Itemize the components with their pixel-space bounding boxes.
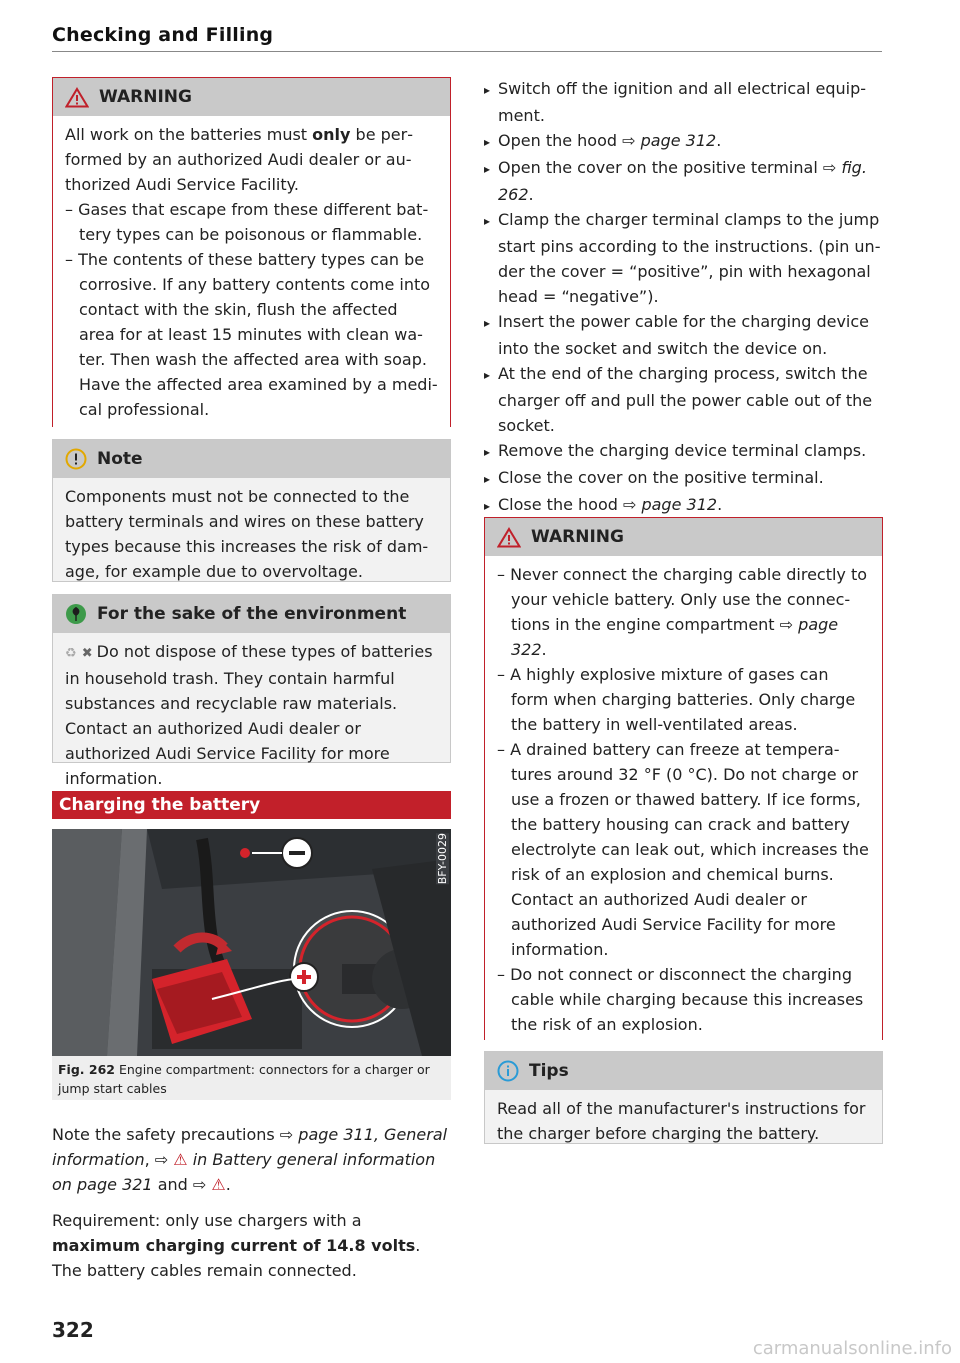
warning-header bbox=[53, 78, 450, 116]
warning-item-text: – Never connect the charging cable directly to your vehicle battery. Only use the connections in the engine compartment bbox=[497, 565, 868, 634]
warning-item-end: . bbox=[541, 640, 547, 659]
step-end: . bbox=[528, 185, 534, 204]
engine-illustration bbox=[52, 829, 451, 1056]
step-text: Open the hood ⇨ bbox=[498, 131, 641, 150]
warning-body bbox=[485, 556, 882, 1045]
step-text: Remove the charging device terminal clamps. bbox=[498, 441, 867, 460]
step-link[interactable]: fig. 262 bbox=[498, 158, 867, 204]
step-end: . bbox=[717, 495, 723, 514]
requirement-bold: maximum charging current of 14.8 volts bbox=[52, 1236, 416, 1255]
safety-text-4: . bbox=[225, 1175, 231, 1194]
exclamation-circle-icon bbox=[65, 448, 87, 470]
step-text: Switch off the ignition and all electrical equipment. bbox=[498, 79, 866, 125]
step-item bbox=[484, 438, 883, 465]
step-end: . bbox=[716, 131, 722, 150]
warning-para-bold: only bbox=[312, 125, 351, 144]
environment-box bbox=[52, 594, 451, 788]
note-header bbox=[53, 440, 450, 478]
warning-header bbox=[485, 518, 882, 556]
safety-link-general[interactable]: page 311, General information bbox=[52, 1125, 448, 1169]
warning-triangle-icon[interactable]: ⚠ bbox=[211, 1175, 226, 1194]
figure-label: Fig. 262 bbox=[58, 1062, 115, 1077]
requirement-text: Requirement: only use chargers with a bbox=[52, 1211, 362, 1230]
info-circle-icon bbox=[497, 1060, 519, 1082]
safety-text-3: and ⇨ bbox=[152, 1175, 212, 1194]
tree-leaf-icon bbox=[65, 603, 87, 625]
warning-title: WARNING bbox=[531, 527, 624, 547]
step-item bbox=[484, 128, 883, 155]
warning-item: – A highly explosive mixture of gases can form when charging batteries. Only charge the battery in well-ventilated areas. bbox=[497, 665, 856, 734]
no-trash-bin-icon: ✖ bbox=[81, 646, 93, 661]
step-text: Clamp the charger terminal clamps to the jump start pins according to the instructions. (pin under the cover = “positive”, pin with hexagonal head = “negative”). bbox=[498, 210, 881, 306]
tips-title: Tips bbox=[529, 1061, 569, 1081]
page-number: 322 bbox=[52, 1318, 94, 1342]
recycle-icon: ♻ bbox=[65, 646, 77, 661]
warning-item: – Gases that escape from these different battery types can be poisonous or flammable. bbox=[65, 200, 429, 244]
tips-header bbox=[485, 1052, 882, 1090]
warning-title: WARNING bbox=[99, 87, 192, 107]
warning-para-end: be performed by an authorized Audi dealer or authorized Audi Service Facility. bbox=[65, 125, 413, 194]
environment-title: For the sake of the environment bbox=[97, 604, 407, 624]
safety-text: Note the safety precautions ⇨ bbox=[52, 1125, 299, 1144]
left-column-bottom bbox=[52, 1122, 451, 1283]
step-link[interactable]: page 312 bbox=[640, 131, 717, 150]
warning-item: – Do not connect or disconnect the charging cable while charging because this increases the risk of an explosion. bbox=[497, 965, 864, 1034]
warning-link[interactable]: ⇨ page 322 bbox=[511, 615, 839, 659]
note-box bbox=[52, 439, 451, 582]
step-item bbox=[484, 465, 883, 492]
warning-box bbox=[52, 77, 451, 427]
step-item bbox=[484, 207, 883, 309]
step-text: At the end of the charging process, switch the charger off and pull the power cable out of the socket. bbox=[498, 364, 873, 435]
step-link[interactable]: page 312 bbox=[641, 495, 718, 514]
note-title: Note bbox=[97, 449, 143, 469]
section-title: Charging the battery bbox=[52, 791, 451, 819]
figure-caption bbox=[52, 1056, 451, 1100]
warning-triangle-icon: ⚠ bbox=[173, 1150, 188, 1169]
safety-text-2: , ⇨ bbox=[144, 1150, 174, 1169]
safety-link-battery[interactable]: in Battery general information on page 321 bbox=[52, 1150, 436, 1194]
warning-para-text: All work on the batteries must bbox=[65, 125, 313, 144]
warning-triangle-icon bbox=[65, 87, 89, 108]
environment-text: Do not dispose of these types of batteries in household trash. They contain harmful substances and recyclable raw materials. Contact an authorized Audi dealer or authorized Audi Service Facility for more information. bbox=[65, 642, 433, 788]
warning-triangle-icon bbox=[497, 527, 521, 548]
tips-text: Read all of the manufacturer's instructions for the charger before charging the battery. bbox=[497, 1099, 866, 1143]
page-header-title: Checking and Filling bbox=[52, 24, 274, 46]
requirement-paragraph bbox=[52, 1208, 451, 1283]
warning-item bbox=[497, 562, 870, 662]
engine-compartment-figure bbox=[52, 829, 451, 1056]
warning-item: – A drained battery can freeze at temperatures around 32 °F (0 °C). Do not charge or use a frozen or thawed battery. If ice forms, the battery housing can crack and battery electrolyte can leak out, which increases the risk of an explosion and chemical burns. Contact an authorized Audi dealer or authorized Audi Service Facility for more information. bbox=[497, 740, 869, 959]
right-column bbox=[484, 76, 883, 519]
environment-header bbox=[53, 595, 450, 633]
step-text: Insert the power cable for the charging device into the socket and switch the device on. bbox=[498, 312, 869, 358]
left-column bbox=[52, 77, 451, 819]
warning-box-right bbox=[484, 517, 883, 1040]
step-text: Close the hood ⇨ bbox=[498, 495, 642, 514]
safety-paragraph bbox=[52, 1122, 451, 1197]
note-text: Components must not be connected to the battery terminals and wires on these battery types because this increases the risk of damage, for example due to overvoltage. bbox=[65, 487, 429, 581]
step-item bbox=[484, 492, 883, 519]
warning-body bbox=[53, 116, 450, 430]
step-item bbox=[484, 361, 883, 438]
figure-code: BFY-0029 bbox=[436, 833, 449, 885]
warning-para bbox=[65, 122, 438, 197]
step-text: Close the cover on the positive terminal. bbox=[498, 468, 824, 487]
step-text: Open the cover on the positive terminal ⇨ bbox=[498, 158, 842, 177]
tips-box bbox=[484, 1051, 883, 1144]
step-item bbox=[484, 155, 883, 207]
environment-body bbox=[53, 633, 450, 799]
step-item bbox=[484, 76, 883, 128]
figure-caption-text: Engine compartment: connectors for a charger or jump start cables bbox=[58, 1062, 430, 1096]
requirement-end: . The battery cables remain connected. bbox=[52, 1236, 421, 1280]
step-item bbox=[484, 309, 883, 361]
warning-item: – The contents of these battery types can be corrosive. If any battery contents come into contact with the skin, flush the affected area for at least 15 minutes with clean water. Then wash the affected area with soap. Have the affected area examined by a medical professional. bbox=[65, 250, 438, 419]
watermark: carmanualsonline.info bbox=[752, 1338, 952, 1359]
header-rule bbox=[52, 51, 882, 52]
